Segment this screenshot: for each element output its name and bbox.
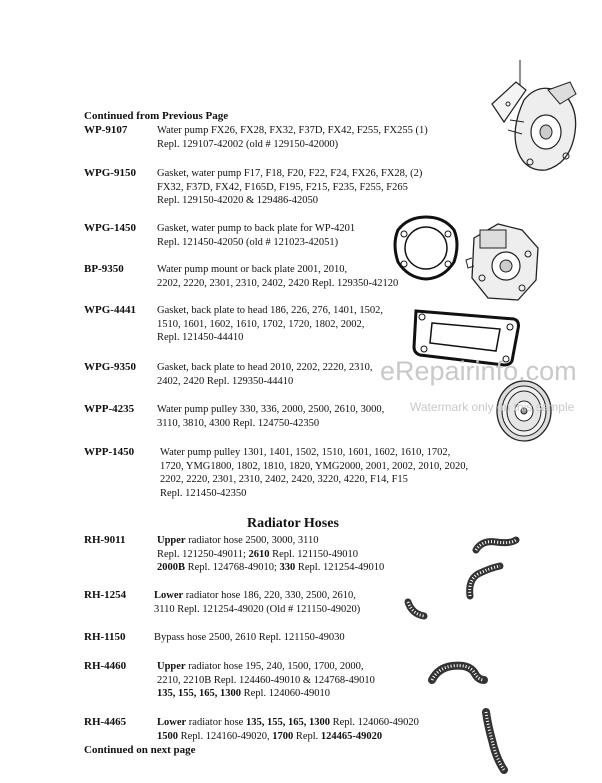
text-run: radiator hose 186, 220, 330, 2500, 2610,: [183, 590, 356, 601]
part-description: [157, 124, 428, 151]
part-description: [157, 222, 355, 249]
hose-2000b-illustration: [462, 560, 506, 602]
desc-line: [157, 534, 384, 548]
lower-hose-1254-illustration: [404, 596, 432, 622]
desc-line: Repl. 121450-42050 (old # 121023-42051): [157, 236, 339, 248]
bold-run: Lower: [154, 590, 184, 601]
desc-line: Water pump mount or back plate 2001, 2010,: [157, 264, 348, 275]
part-description: [157, 534, 384, 575]
desc-line: [157, 674, 375, 688]
part-description: [157, 304, 383, 345]
desc-line: 2202, 2220, 2301, 2310, 2402, 2420, 3220, 4220, F14, F15: [160, 474, 408, 485]
watermark-note: Watermark only on this sample: [410, 400, 575, 414]
text-run: 2210, 2210B Repl. 124460-49010 & 124768-49010: [157, 674, 375, 686]
continued-on-next-page: Continued on next page: [84, 744, 196, 756]
desc-line: Repl. 121450-42350: [160, 487, 247, 499]
section-title-radiator-hoses: Radiator Hoses: [247, 516, 339, 531]
bold-run: Upper: [157, 535, 186, 546]
text-run: Repl. 124768-49010;: [185, 562, 280, 573]
part-number: WPG-4441: [84, 304, 136, 316]
part-description: [160, 446, 468, 500]
text-run: Bypass hose 2500, 2610 Repl. 121150-49030: [154, 632, 345, 643]
desc-line: Gasket, back plate to head 2010, 2202, 2220, 2310,: [157, 362, 373, 373]
text-run: Repl. 121150-49010: [269, 548, 359, 560]
desc-line: FX32, F37D, FX42, F165D, F195, F215, F235, F255, F265: [157, 181, 408, 193]
desc-line: [157, 716, 419, 730]
desc-line: Gasket, water pump to back plate for WP-4201: [157, 223, 356, 234]
continued-from-header: Continued from Previous Page: [84, 110, 229, 122]
round-gasket-illustration: [392, 214, 460, 282]
bold-run: Lower: [157, 717, 187, 728]
desc-line: [157, 660, 375, 674]
upper-hose-9011-illustration: [472, 534, 520, 558]
desc-line: Repl. 129107-42002 (old # 129150-42000): [157, 138, 339, 150]
bold-run: Upper: [157, 661, 186, 672]
part-description: [157, 263, 398, 290]
bold-run: 135, 155, 165, 1300: [157, 688, 241, 699]
watermark-brand: eRepairinfo.com: [380, 356, 577, 386]
text-run: radiator hose 195, 240, 1500, 1700, 2000,: [185, 661, 364, 672]
desc-line: [154, 603, 360, 617]
desc-line: Water pump pulley 330, 336, 2000, 2500, 2610, 3000,: [157, 404, 385, 415]
part-number: RH-1254: [84, 589, 127, 601]
part-number: WPP-4235: [84, 403, 135, 415]
text-run: radiator hose: [186, 717, 246, 728]
desc-line: [157, 730, 419, 744]
bold-run: 330: [279, 562, 296, 573]
desc-line: 3110, 3810, 4300 Repl. 124750-42350: [157, 417, 320, 429]
water-pump-illustration: [488, 60, 588, 190]
upper-hose-4460-illustration: [428, 654, 488, 688]
part-description: [154, 589, 360, 616]
text-run: Repl. 124160-49020,: [178, 730, 273, 742]
part-description: [157, 403, 384, 430]
desc-line: 1720, YMG1800, 1802, 1810, 1820, YMG2000, 2001, 2002, 2010, 2020,: [160, 460, 469, 472]
part-description: [157, 167, 422, 208]
part-description: [157, 361, 373, 388]
part-number: RH-4460: [84, 660, 127, 672]
bold-run: 1500: [157, 730, 178, 742]
desc-line: Repl. 121450-44410: [157, 332, 244, 343]
text-run: Repl. 121250-49011;: [157, 548, 249, 560]
part-number: WPP-1450: [84, 446, 135, 458]
bold-run: 2610: [248, 548, 270, 560]
desc-line: Water pump FX26, FX28, FX32, F37D, FX42, F255, FX255 (1): [157, 125, 428, 136]
part-number: RH-9011: [84, 534, 126, 546]
bold-run: 124465-49020: [320, 730, 383, 742]
lower-hose-4465-illustration: [478, 706, 512, 776]
desc-line: [154, 589, 360, 603]
bold-run: 135, 155, 165, 1300: [245, 717, 330, 728]
part-number: RH-4465: [84, 716, 127, 728]
part-number: WPG-1450: [84, 222, 136, 234]
desc-line: Gasket, water pump F17, F18, F20, F22, F24, FX26, FX28, (2): [157, 168, 423, 179]
part-number: WPG-9350: [84, 361, 136, 373]
bold-run: 1700: [272, 730, 294, 742]
desc-line: [157, 561, 384, 575]
desc-line: 2402, 2420 Repl. 129350-44410: [157, 375, 294, 387]
text-run: radiator hose 2500, 3000, 3110: [185, 535, 319, 546]
bold-run: 2000B: [157, 562, 186, 573]
desc-line: [157, 548, 384, 562]
text-run: Repl. 124060-49020: [329, 717, 419, 728]
part-number: WP-9107: [84, 124, 128, 136]
part-description: [154, 631, 345, 645]
desc-line: [154, 631, 345, 645]
desc-line: Gasket, back plate to head 186, 226, 276, 1401, 1502,: [157, 305, 383, 316]
part-number: BP-9350: [84, 263, 124, 275]
desc-line: Repl. 129150-42020 & 129486-42050: [157, 195, 318, 206]
desc-line: 2202, 2220, 2301, 2310, 2402, 2420 Repl. 129350-42120: [157, 277, 399, 289]
text-run: Repl.: [293, 730, 321, 742]
desc-line: Water pump pulley 1301, 1401, 1502, 1510, 1601, 1602, 1610, 1702,: [160, 447, 451, 458]
desc-line: 1510, 1601, 1602, 1610, 1702, 1720, 1802, 2002,: [157, 318, 365, 330]
part-description: [157, 716, 419, 743]
back-plate-illustration: [466, 218, 546, 306]
part-number: WPG-9150: [84, 167, 136, 179]
text-run: Repl. 124060-49010: [241, 688, 330, 699]
text-run: 3110 Repl. 121254-49020 (Old # 121150-49020): [154, 603, 361, 615]
part-description: [157, 660, 375, 701]
desc-line: [157, 687, 375, 701]
text-run: Repl. 121254-49010: [295, 562, 385, 573]
part-number: RH-1150: [84, 631, 126, 643]
